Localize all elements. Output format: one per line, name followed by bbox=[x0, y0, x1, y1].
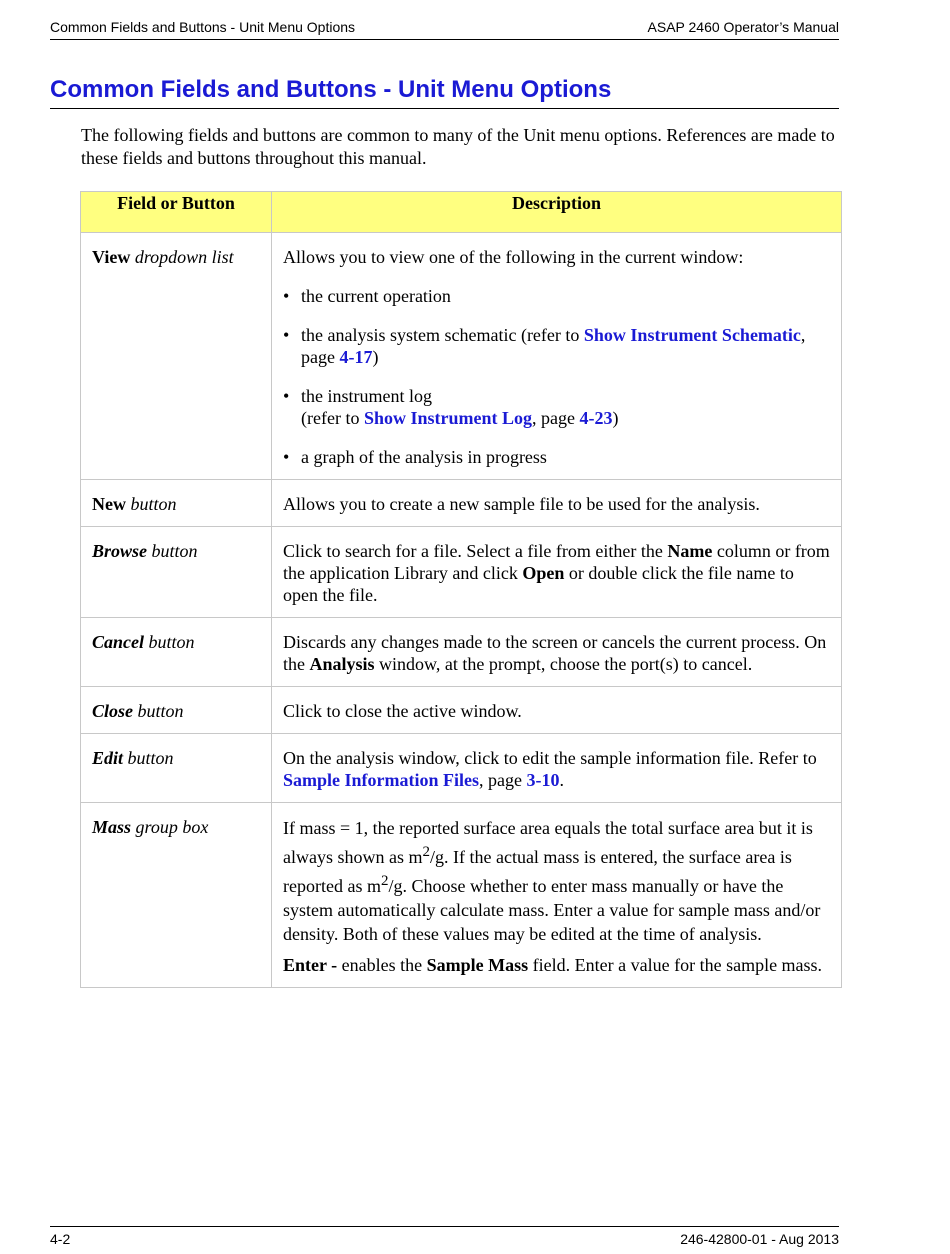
field-name: New bbox=[92, 494, 126, 514]
field-name: Cancel bbox=[92, 632, 144, 652]
table-row-view bbox=[81, 233, 842, 480]
field-name: View bbox=[92, 247, 131, 267]
table-row-edit bbox=[81, 734, 842, 803]
table-row-cancel bbox=[81, 618, 842, 687]
table-row-close bbox=[81, 687, 842, 734]
field-cell bbox=[81, 687, 272, 734]
table-row-browse bbox=[81, 527, 842, 618]
field-type: group box bbox=[131, 817, 209, 837]
link-page-3-10[interactable]: 3-10 bbox=[526, 770, 560, 790]
description-cell: On the analysis window, click to edit the sample information file. Refer to Sample Information Files, page 3-10. bbox=[272, 734, 842, 803]
page-number: 4-2 bbox=[50, 1231, 71, 1247]
field-cell bbox=[81, 480, 272, 527]
field-cell bbox=[81, 618, 272, 687]
list-item: • a graph of the analysis in progress bbox=[283, 447, 547, 467]
intro-paragraph: The following fields and buttons are common to many of the Unit menu options. References are made to these fields and buttons throughout this manual. bbox=[81, 125, 835, 168]
list-item: • the instrument log (refer to Show Instrument Log, page 4-23) bbox=[283, 386, 619, 428]
view-lead: Allows you to view one of the following in the current window: bbox=[283, 247, 744, 267]
fields-buttons-table bbox=[80, 191, 842, 988]
description-cell: Click to close the active window. bbox=[272, 687, 842, 734]
field-name: Edit bbox=[92, 748, 124, 768]
link-sample-information-files[interactable]: Sample Information Files bbox=[283, 770, 479, 790]
running-footer bbox=[50, 1226, 839, 1249]
link-page-4-17[interactable]: 4-17 bbox=[339, 347, 373, 367]
link-show-instrument-log[interactable]: Show Instrument Log bbox=[363, 408, 532, 428]
header-section-title: Common Fields and Buttons - Unit Menu Options bbox=[50, 19, 356, 35]
header-manual-title: ASAP 2460 Operator’s Manual bbox=[647, 19, 839, 35]
field-type: dropdown list bbox=[130, 247, 234, 267]
description-cell: Allows you to create a new sample file to be used for the analysis. bbox=[272, 480, 842, 527]
description-cell bbox=[272, 803, 842, 988]
field-type: button bbox=[123, 748, 174, 768]
link-show-instrument-schematic[interactable]: Show Instrument Schematic bbox=[583, 325, 801, 345]
running-header bbox=[50, 17, 839, 40]
mass-enter-paragraph: Enter - enables the Sample Mass field. Enter a value for the sample mass. bbox=[283, 955, 823, 975]
field-cell bbox=[81, 803, 272, 988]
field-name: Close bbox=[92, 701, 134, 721]
page-title: Common Fields and Buttons - Unit Menu Options bbox=[50, 74, 839, 109]
field-name: Mass bbox=[92, 817, 132, 837]
mass-paragraph: If mass = 1, the reported surface area equals the total surface area but it is always shown as $m^2/g$. If the actual mass is entered, the surface area is reported as $m^2/g$. Choose whether to enter mass manually or have the system automatically calculate mass. Enter a value for sample mass and/or density. Both of these values may be edited at the time of analysis. bbox=[283, 818, 821, 944]
table-header-row bbox=[81, 192, 842, 233]
field-cell bbox=[81, 233, 272, 480]
list-item: • the current operation bbox=[283, 286, 451, 306]
view-options-list bbox=[283, 285, 830, 468]
link-page-4-23[interactable]: 4-23 bbox=[579, 408, 613, 428]
field-type: button bbox=[147, 541, 198, 561]
field-type: button bbox=[126, 494, 177, 514]
table-row-new bbox=[81, 480, 842, 527]
column-header-description: Description bbox=[272, 192, 842, 233]
field-type: button bbox=[144, 632, 195, 652]
field-name: Browse bbox=[92, 541, 148, 561]
list-item: • the analysis system schematic (refer to Show Instrument Schematic, page 4-17) bbox=[283, 325, 806, 367]
description-cell: Discards any changes made to the screen or cancels the current process. On the Analysis window, at the prompt, choose the port(s) to cancel. bbox=[272, 618, 842, 687]
field-type: button bbox=[133, 701, 184, 721]
description-cell: Click to search for a file. Select a file from either the Name column or from the application Library and click Open or double click the file name to open the file. bbox=[272, 527, 842, 618]
document-number: 246-42800-01 - Aug 2013 bbox=[680, 1231, 839, 1247]
description-cell bbox=[272, 233, 842, 480]
field-cell bbox=[81, 527, 272, 618]
field-cell bbox=[81, 734, 272, 803]
column-header-field: Field or Button bbox=[81, 192, 272, 233]
table-row-mass bbox=[81, 803, 842, 988]
